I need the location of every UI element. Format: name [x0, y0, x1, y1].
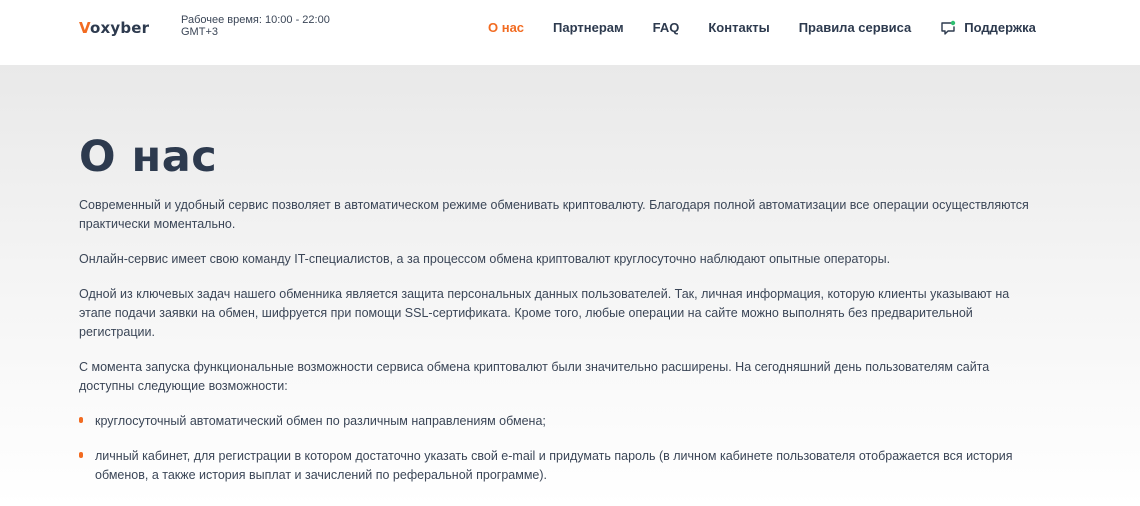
- work-hours-timezone: GMT+3: [181, 26, 218, 38]
- logo-accent-letter: V: [79, 19, 90, 37]
- paragraph: С момента запуска функциональные возможности сервиса обмена криптовалют были значительно расширены. На сегодняшний день пользователям сайта доступны следующие возможности:: [79, 360, 990, 393]
- paragraph: Современный и удобный сервис позволяет в автоматическом режиме обменивать криптовалюту. Благодаря полной автоматизации все операции осуществляются практически моментально.: [79, 198, 1029, 231]
- work-hours-time: Рабочее время: 10:00 - 22:00: [181, 14, 330, 26]
- paragraph: Онлайн-сервис имеет свою команду IT-специалистов, а за процессом обмена криптовалют круглосуточно наблюдают опытные операторы.: [79, 252, 891, 266]
- about-text: [79, 196, 1041, 501]
- logo[interactable]: [79, 19, 149, 37]
- features-list: [79, 412, 1041, 485]
- chat-icon: [940, 20, 956, 36]
- main-nav: [488, 0, 1140, 55]
- list-item-text: личный кабинет, для регистрации в котором достаточно указать свой e-mail и придумать пароль (в личном кабинете пользователя отображается вся история обменов, а также история выплат и зачислений по реферальной программе).: [95, 449, 1013, 482]
- bullet-marker: [79, 417, 83, 423]
- list-item-text: круглосуточный автоматический обмен по различным направлениям обмена;: [95, 414, 546, 428]
- nav-contacts[interactable]: Контакты: [708, 20, 770, 35]
- list-item: [79, 412, 1041, 431]
- bullet-marker: [79, 452, 83, 458]
- logo-text: oxyber: [90, 19, 150, 37]
- list-item: [79, 447, 1041, 485]
- nav-about[interactable]: О нас: [488, 20, 525, 35]
- paragraph: Одной из ключевых задач нашего обменника является защита персональных данных пользователей. Так, личная информация, которую клиенты указывают на этапе подачи заявки на обмен, шифруется при помощи SSL-сертификата. Кроме того, любые операции на сайте можно выполнять без предварительной регистрации.: [79, 287, 1010, 339]
- support-button[interactable]: [940, 20, 1036, 36]
- nav-partners[interactable]: Партнерам: [553, 20, 624, 35]
- work-hours: [181, 14, 330, 38]
- nav-faq[interactable]: FAQ: [652, 20, 680, 35]
- page-title: О нас: [79, 132, 218, 182]
- site-header: [0, 0, 1140, 65]
- main-content: [0, 65, 1140, 506]
- support-label: Поддержка: [964, 20, 1036, 35]
- nav-rules[interactable]: Правила сервиса: [798, 20, 912, 35]
